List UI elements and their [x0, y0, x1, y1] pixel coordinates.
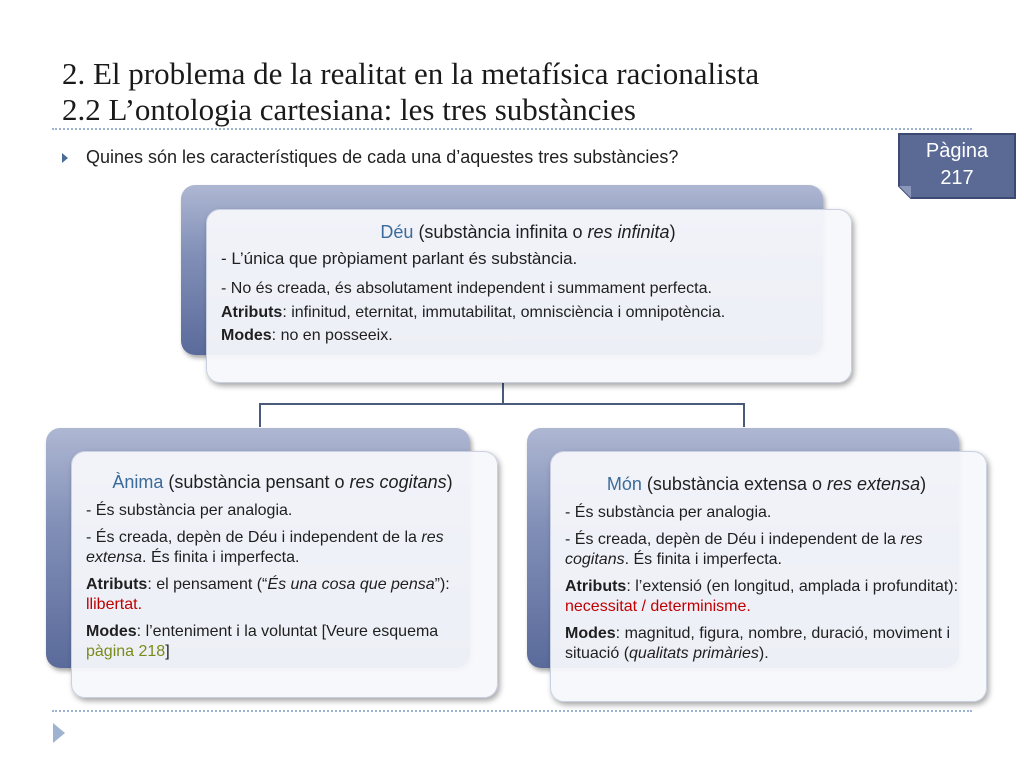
- mon-line-2-a: - És creada, depèn de Déu i independent de la: [565, 531, 901, 548]
- mon-attr-highlight: necessitat / determinisme.: [565, 598, 751, 615]
- page-tag-label: Pàgina: [925, 140, 989, 162]
- mon-name: Món: [606, 474, 642, 494]
- deu-desc-b: ): [669, 222, 676, 242]
- anima-attributes: [86, 575, 479, 615]
- mon-modes-latin: qualitats primàries: [629, 645, 759, 662]
- mon-attr-a: : l’extensió (en longitud, amplada i profunditat):: [626, 578, 959, 595]
- anima-line-2-a: - És creada, depèn de Déu i independent de la: [86, 529, 422, 546]
- deu-card: [206, 209, 852, 383]
- connector-right: [743, 403, 745, 427]
- anima-attr-label: Atributs: [86, 576, 148, 593]
- anima-name: Ànima: [112, 472, 164, 492]
- anima-modes: [86, 622, 479, 662]
- connector-horizontal: [259, 403, 745, 405]
- slide-nav-icon[interactable]: [50, 720, 70, 746]
- mon-desc-latin: res extensa: [827, 474, 921, 494]
- deu-line-2: - No és creada, és absolutament independent i summament perfecta.: [221, 280, 712, 297]
- title-divider: [52, 128, 972, 130]
- anima-modes-label: Modes: [86, 623, 137, 640]
- mon-desc-a: (substància extensa o: [641, 474, 828, 494]
- anima-card: [71, 451, 498, 698]
- mon-attributes: [565, 577, 968, 617]
- connector-left: [259, 403, 261, 427]
- mon-modes: [565, 624, 968, 664]
- mon-line-2-latin: res cogitans: [565, 531, 923, 568]
- deu-name: Déu: [380, 222, 414, 242]
- mon-line-1: - És substància per analogia.: [565, 504, 772, 521]
- anima-attr-b: ”):: [434, 576, 450, 593]
- anima-line-2-latin: res extensa: [86, 529, 444, 566]
- mon-card: [550, 451, 987, 702]
- bullet-text: Quines són les característiques de cada una d’aquestes tres substàncies?: [86, 147, 679, 167]
- mon-modes-a: : magnitud, figura, nombre, duració, moviment i situació (: [565, 625, 951, 662]
- page-tag: [897, 132, 1017, 200]
- deu-modes-text: : no en posseeix.: [271, 327, 393, 344]
- mon-line-2: [565, 530, 968, 570]
- anima-desc-b: ): [446, 472, 453, 492]
- connector-vertical-top: [502, 382, 504, 404]
- anima-desc-a: (substància pensant o: [163, 472, 350, 492]
- anima-modes-a: : l’enteniment i la voluntat [Veure esquema: [136, 623, 439, 640]
- anima-modes-b: ]: [165, 643, 170, 660]
- deu-desc-a: (substància infinita o: [413, 222, 588, 242]
- anima-line-2-b: . És finita i imperfecta.: [142, 549, 300, 566]
- mon-modes-b: ).: [758, 645, 769, 662]
- anima-modes-page-ref: pàgina 218: [86, 643, 166, 660]
- anima-line-1: - És substància per analogia.: [86, 502, 293, 519]
- deu-attr-text: : infinitud, eternitat, immutabilitat, omnisciència i omnipotència.: [282, 304, 726, 321]
- deu-modes: [221, 326, 835, 346]
- anima-desc-latin: res cogitans: [349, 472, 447, 492]
- mon-desc-b: ): [920, 474, 927, 494]
- anima-attr-highlight: llibertat.: [86, 596, 143, 613]
- mon-attr-label: Atributs: [565, 578, 627, 595]
- deu-heading: [221, 222, 835, 243]
- anima-attr-quote: És una cosa que pensa: [267, 576, 435, 593]
- deu-desc-latin: res infinita: [587, 222, 670, 242]
- bullet-arrow-icon: [62, 153, 68, 163]
- bullet-question: [62, 147, 678, 168]
- anima-heading: [86, 472, 479, 493]
- deu-modes-label: Modes: [221, 327, 272, 344]
- title-line-2: 2.2 L’ontologia cartesiana: les tres substàncies: [62, 92, 636, 127]
- mon-line-2-b: . És finita i imperfecta.: [624, 551, 782, 568]
- mon-modes-label: Modes: [565, 625, 616, 642]
- footer-divider: [52, 710, 972, 712]
- page-tag-number: 217: [940, 167, 974, 189]
- slide-title: [62, 56, 759, 128]
- deu-attributes: [221, 303, 835, 323]
- mon-heading: [565, 474, 968, 495]
- title-line-1: 2. El problema de la realitat en la metafísica racionalista: [62, 56, 760, 91]
- anima-line-2: [86, 528, 479, 568]
- deu-line-1: - L’única que pròpiament parlant és substància.: [221, 249, 578, 268]
- deu-attr-label: Atributs: [221, 304, 283, 321]
- anima-attr-a: : el pensament (“: [147, 576, 268, 593]
